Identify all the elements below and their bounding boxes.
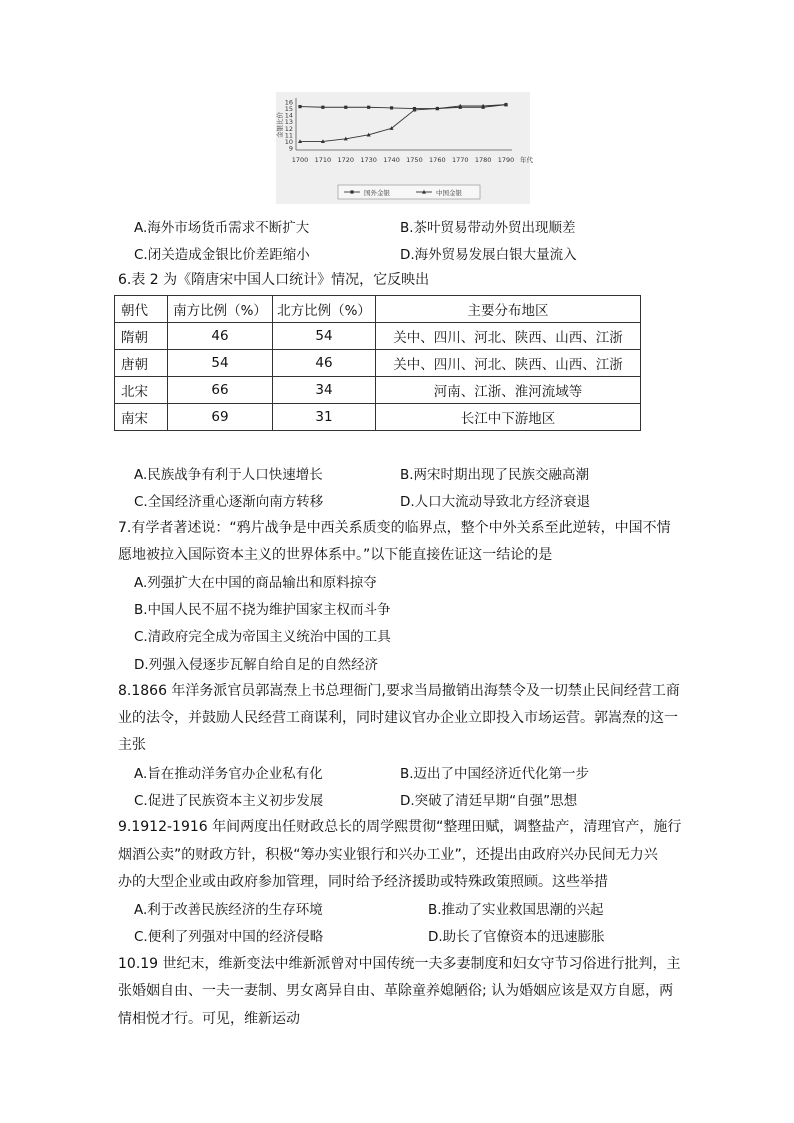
q10-stem-line-2: 张婚姻自由、一夫一妻制、男女离异自由、革除童养媳陋俗; 认为婚姻应该是双方自愿，两 [118,983,674,999]
q5-option-b[interactable]: B.茶叶贸易带动外贸出现顺差 [400,220,576,236]
q6-option-b[interactable]: B.两宋时期出现了民族交融高潮 [400,467,590,483]
q9-option-a[interactable]: A.利于改善民族经济的生存环境 [134,902,323,918]
q9-stem-line-1: 9.1912-1916 年间两度出任财政总长的周学熙贯彻“整理田赋，调整盐产，清理官产，施行 [118,819,682,835]
x-tick-label: 1740 [383,156,400,164]
cell-south: 46 [168,323,273,350]
data-point [298,105,301,108]
q5-option-a[interactable]: A.海外市场货币需求不断扩大 [134,220,310,236]
cell-north: 46 [273,350,376,377]
cell-dynasty: 南宋 [115,404,168,431]
table-row [115,323,641,350]
cell-dynasty: 隋朝 [115,323,168,350]
cell-region: 关中、四川、河北、陕西、山西、江浙 [376,350,641,377]
cell-dynasty: 唐朝 [115,350,168,377]
q10-stem-line-3: 情相悦才行。可见，维新运动 [118,1011,300,1027]
header-south: 南方比例（%） [168,296,273,323]
x-axis-label: 年代 [520,156,533,164]
population-table [114,295,641,431]
y-tick-label: 15 [284,105,293,114]
q7-option-b[interactable]: B.中国人民不屈不挠为维护国家主权而斗争 [134,602,391,618]
cell-south: 66 [168,377,273,404]
data-point [344,106,347,109]
q7-option-c[interactable]: C.清政府完全成为帝国主义统治中国的工具 [134,629,391,645]
q9-option-b[interactable]: B.推动了实业救国思潮的兴起 [428,902,604,918]
cell-north: 31 [273,404,376,431]
gold-silver-ratio-chart [276,92,533,204]
y-tick-label: 13 [284,118,293,127]
y-tick-label: 16 [284,98,293,107]
q7-option-a[interactable]: A.列强扩大在中国的商品输出和原料掠夺 [134,575,377,591]
table-header-row [115,296,641,323]
header-north: 北方比例（%） [273,296,376,323]
table-row [115,377,641,404]
x-tick-label: 1770 [451,156,469,164]
y-tick-label: 11 [284,131,293,140]
table-row [115,350,641,377]
legend-label: 国外金银 [364,189,390,197]
cell-north: 54 [273,323,376,350]
y-tick-label: 10 [284,137,293,146]
q6-option-d[interactable]: D.人口大流动导致北方经济衰退 [400,494,591,510]
q8-stem-line-3: 主张 [118,737,146,753]
q7-stem-line-1: 7.有学者著述说：“鸦片战争是中西关系质变的临界点，整个中外关系至此逆转，中国不情 [118,520,671,536]
q9-stem-line-3: 办的大型企业或由政府参加管理，同时给予经济援助或特殊政策照顾。这些举措 [118,874,608,890]
q9-stem-line-2: 烟酒公卖”的财政方针，积极“筹办实业银行和兴办工业”，还提出由政府兴办民间无力兴 [118,847,658,863]
q8-option-d[interactable]: D.突破了清廷早期“自强”思想 [400,793,578,809]
data-point [367,106,370,109]
q6-option-c[interactable]: C.全国经济重心逐渐向南方转移 [134,494,324,510]
q5-option-d[interactable]: D.海外贸易发展白银大量流入 [400,247,577,263]
x-tick-label: 1720 [337,156,355,164]
x-tick-label: 1750 [406,156,423,164]
y-axis-label: 金银比价 [276,112,284,138]
x-tick-label: 1760 [429,156,446,164]
q6-stem: 6.表 2 为《隋唐宋中国人口统计》情况，它反映出 [118,272,430,288]
q9-option-c[interactable]: C.便利了列强对中国的经济侵略 [134,929,324,945]
cell-north: 34 [273,377,376,404]
x-tick-label: 1730 [360,156,377,164]
x-tick-label: 1700 [291,156,309,164]
q7-stem-line-2: 愿地被拉入国际资本主义的世界体系中。”以下能直接佐证这一结论的是 [118,547,553,563]
x-tick-label: 1790 [497,156,515,164]
cell-region: 长江中下游地区 [376,404,641,431]
data-point [321,106,324,109]
q7-option-d[interactable]: D.列强入侵逐步瓦解自给自足的自然经济 [134,657,379,673]
q10-stem-line-1: 10.19 世纪末，维新变法中维新派曾对中国传统一夫多妻制度和妇女守节习俗进行批判，主 [118,956,681,972]
q5-option-c[interactable]: C.闭关造成金银比价差距缩小 [134,247,310,263]
cell-south: 69 [168,404,273,431]
cell-south: 54 [168,350,273,377]
legend-label: 中国金银 [436,189,462,197]
y-tick-label: 14 [284,111,293,120]
legend-marker [350,190,353,193]
cell-dynasty: 北宋 [115,377,168,404]
data-point [390,106,393,109]
q9-option-d[interactable]: D.助长了官僚资本的迅速膨胀 [428,929,605,945]
chart-svg [276,92,533,204]
header-region: 主要分布地区 [376,296,641,323]
q8-stem-line-2: 业的法令，并鼓励人民经营工商谋利，同时建议官办企业立即投入市场运营。郭嵩焘的这一 [118,710,678,726]
q8-stem-line-1: 8.1866 年洋务派官员郭嵩焘上书总理衙门,要求当局撤销出海禁令及一切禁止民间经营工商 [118,683,680,699]
cell-region: 关中、四川、河北、陕西、山西、江浙 [376,323,641,350]
y-tick-label: 12 [284,124,293,133]
q8-option-b[interactable]: B.迈出了中国经济近代化第一步 [400,766,590,782]
q8-option-c[interactable]: C.促进了民族资本主义初步发展 [134,793,324,809]
table-row [115,404,641,431]
y-tick-label: 9 [288,144,293,153]
header-dynasty: 朝代 [115,296,168,323]
x-tick-label: 1710 [314,156,332,164]
x-tick-label: 1780 [474,156,492,164]
q6-option-a[interactable]: A.民族战争有利于人口快速增长 [134,467,323,483]
q8-option-a[interactable]: A.旨在推动洋务官办企业私有化 [134,766,323,782]
cell-region: 河南、江浙、淮河流域等 [376,377,641,404]
